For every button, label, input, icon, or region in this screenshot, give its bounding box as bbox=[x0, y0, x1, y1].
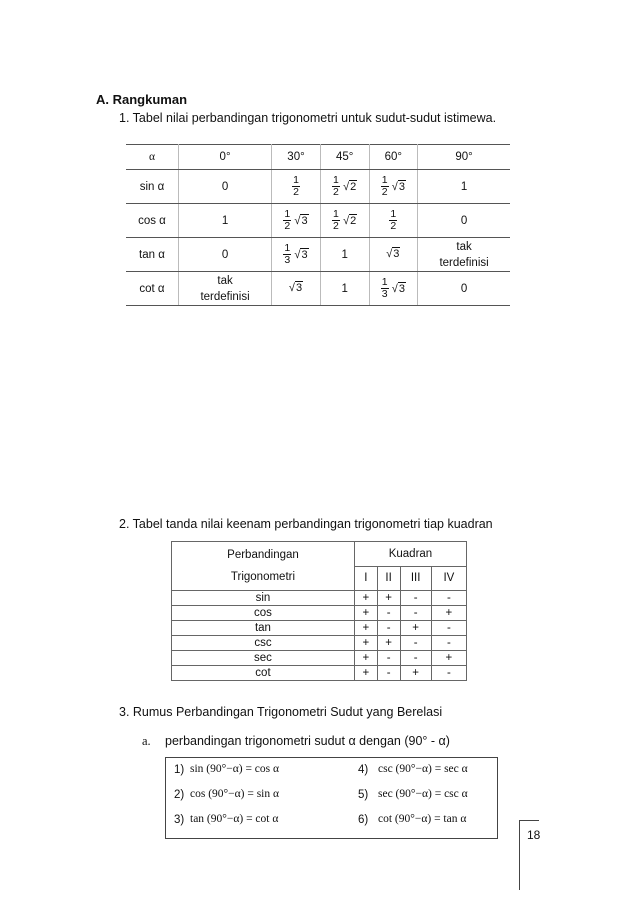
cell: 0 bbox=[418, 272, 510, 306]
cell: + bbox=[354, 666, 377, 681]
item-2-heading: 2. Tabel tanda nilai keenam perbandingan trigonometri tiap kuadran bbox=[119, 517, 493, 531]
cell: cot bbox=[172, 666, 355, 681]
row-label: cos α bbox=[126, 204, 178, 238]
header-kuadran: Kuadran bbox=[354, 542, 466, 567]
cell: + bbox=[354, 606, 377, 621]
header-quad-1: I bbox=[354, 566, 377, 591]
cell: 1 bbox=[418, 170, 510, 204]
row-label: sin α bbox=[126, 170, 178, 204]
trig-values-table bbox=[126, 144, 510, 306]
header-quad-4: IV bbox=[431, 566, 466, 591]
header-quad-3: III bbox=[400, 566, 431, 591]
formula-6-num: 6) bbox=[358, 814, 369, 826]
cell: - bbox=[400, 606, 431, 621]
cell: tak terdefinisi bbox=[178, 272, 271, 306]
table-row bbox=[126, 170, 510, 204]
cell bbox=[369, 238, 418, 272]
table-header-row bbox=[172, 542, 467, 567]
formula-5-num: 5) bbox=[358, 789, 369, 801]
cell: + bbox=[354, 591, 377, 606]
cell: - bbox=[400, 591, 431, 606]
cell: - bbox=[377, 666, 400, 681]
table-row bbox=[126, 204, 510, 238]
table-row bbox=[172, 666, 467, 681]
formula-2: cos (90°−α) = sin α bbox=[190, 788, 280, 800]
sqrt: √3 bbox=[386, 248, 400, 261]
cell: - bbox=[431, 591, 466, 606]
formula-6: cot (90°−α) = tan α bbox=[378, 813, 467, 825]
cell: sin bbox=[172, 591, 355, 606]
table-row bbox=[172, 591, 467, 606]
cell: csc bbox=[172, 636, 355, 651]
cell: - bbox=[431, 636, 466, 651]
cell: - bbox=[377, 621, 400, 636]
cell: + bbox=[354, 651, 377, 666]
cell bbox=[272, 204, 321, 238]
header-30: 30° bbox=[272, 145, 321, 170]
cell: - bbox=[400, 636, 431, 651]
cell: - bbox=[377, 606, 400, 621]
header-45: 45° bbox=[320, 145, 369, 170]
cell: 0 bbox=[418, 204, 510, 238]
cell: + bbox=[431, 606, 466, 621]
row-label: cot α bbox=[126, 272, 178, 306]
table-row bbox=[126, 272, 510, 306]
formula-box bbox=[165, 757, 498, 839]
header-0: 0° bbox=[178, 145, 271, 170]
sqrt: √3 bbox=[391, 282, 405, 295]
cell bbox=[320, 204, 369, 238]
header-alpha: α bbox=[126, 145, 178, 170]
section-title: A. Rangkuman bbox=[96, 92, 188, 107]
page-number-border-top bbox=[519, 820, 539, 821]
cell: + bbox=[377, 636, 400, 651]
table-header-row bbox=[126, 145, 510, 170]
cell: - bbox=[431, 621, 466, 636]
header-90: 90° bbox=[418, 145, 510, 170]
sqrt: √2 bbox=[343, 214, 357, 227]
fraction: $\frac{1}{2}$ bbox=[381, 174, 388, 198]
cell: 1 bbox=[320, 238, 369, 272]
cell: + bbox=[400, 621, 431, 636]
item-1-heading: 1. Tabel nilai perbandingan trigonometri untuk sudut-sudut istimewa. bbox=[119, 111, 497, 125]
formula-1-num: 1) bbox=[174, 764, 185, 776]
item-3a-label: a. bbox=[142, 734, 151, 748]
formula-4: csc (90°−α) = sec α bbox=[378, 763, 468, 775]
table-row bbox=[172, 606, 467, 621]
row-label: tan α bbox=[126, 238, 178, 272]
cell bbox=[369, 170, 418, 204]
formula-1: sin (90°−α) = cos α bbox=[190, 763, 280, 775]
fraction: $\frac{1}{2}$ bbox=[284, 208, 291, 232]
cell bbox=[272, 272, 321, 306]
fraction: $\frac{1}{3}$ bbox=[381, 276, 388, 300]
item-3-heading: 3. Rumus Perbandingan Trigonometri Sudut yang Berelasi bbox=[119, 705, 443, 719]
page-number: 18 bbox=[527, 828, 541, 842]
table-row bbox=[172, 651, 467, 666]
cell: 0 bbox=[178, 238, 271, 272]
fraction: $\frac{1}{2}$ bbox=[333, 174, 339, 198]
formula-3: tan (90°−α) = cot α bbox=[190, 813, 279, 825]
fraction: $\frac{1}{2}$ bbox=[333, 208, 339, 232]
cell bbox=[320, 170, 369, 204]
table-row bbox=[172, 621, 467, 636]
header-trig: Perbandingan Trigonometri bbox=[172, 542, 355, 591]
formula-5: sec (90°−α) = csc α bbox=[378, 788, 468, 800]
sqrt: √3 bbox=[288, 282, 303, 295]
cell: sec bbox=[172, 651, 355, 666]
page-number-border bbox=[519, 820, 520, 890]
formula-2-num: 2) bbox=[174, 789, 185, 801]
fraction: $\frac{1}{2}$ bbox=[293, 174, 299, 198]
sqrt: √3 bbox=[391, 180, 405, 193]
sqrt: √3 bbox=[294, 248, 308, 261]
header-quad-2: II bbox=[377, 566, 400, 591]
cell: 1 bbox=[320, 272, 369, 306]
sign-quadrant-table bbox=[171, 541, 467, 681]
cell: + bbox=[400, 666, 431, 681]
cell: cos bbox=[172, 606, 355, 621]
formula-4-num: 4) bbox=[358, 764, 369, 776]
cell: + bbox=[431, 651, 466, 666]
cell: - bbox=[377, 651, 400, 666]
formula-3-num: 3) bbox=[174, 814, 185, 826]
cell: 0 bbox=[178, 170, 271, 204]
cell bbox=[272, 238, 321, 272]
cell: - bbox=[431, 666, 466, 681]
fraction: $\frac{1}{3}$ bbox=[284, 242, 291, 266]
cell: - bbox=[400, 651, 431, 666]
cell: + bbox=[354, 621, 377, 636]
table-row bbox=[126, 238, 510, 272]
fraction: $\frac{1}{2}$ bbox=[390, 208, 397, 232]
cell: 1 bbox=[178, 204, 271, 238]
cell: + bbox=[377, 591, 400, 606]
sqrt: √3 bbox=[294, 214, 308, 227]
cell: tak terdefinisi bbox=[418, 238, 510, 272]
cell: + bbox=[354, 636, 377, 651]
table-row bbox=[172, 636, 467, 651]
cell bbox=[369, 272, 418, 306]
header-60: 60° bbox=[369, 145, 418, 170]
cell: tan bbox=[172, 621, 355, 636]
cell bbox=[272, 170, 321, 204]
sqrt: √2 bbox=[343, 180, 357, 193]
cell bbox=[369, 204, 418, 238]
item-3a-text: perbandingan trigonometri sudut α dengan (90° - α) bbox=[165, 734, 450, 748]
